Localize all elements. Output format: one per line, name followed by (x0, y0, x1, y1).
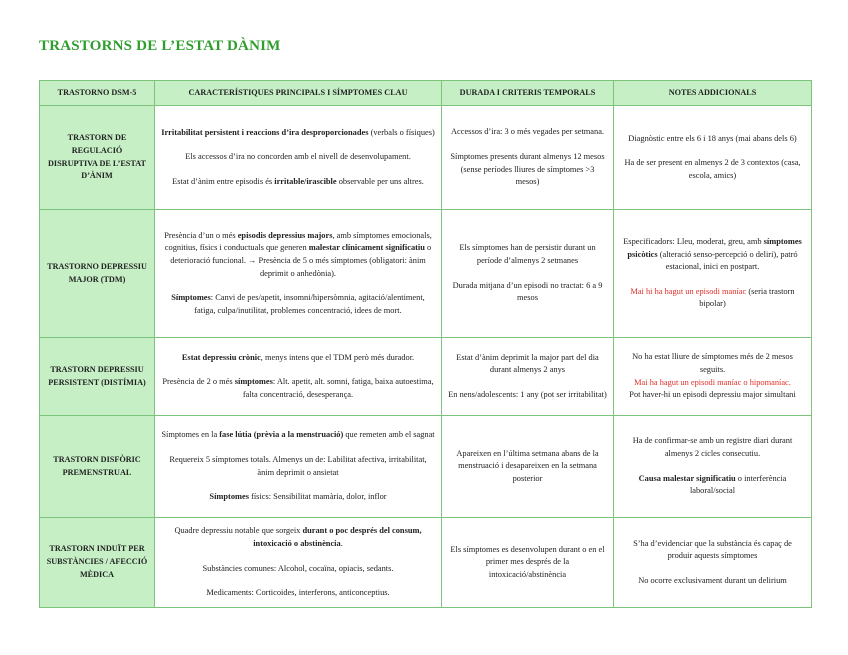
header-disorder: TRASTORNO DSM-5 (40, 81, 155, 106)
disorder-name: TRASTORNO DEPRESSIU MAJOR (TDM) (40, 210, 155, 338)
notes-cell: Ha de confirmar-se amb un registre diari durant almenys 2 cicles consecutiu. Causa malestar significatiu o interferència laboral/social (614, 416, 812, 518)
disorder-name: TRASTORN DEPRESSIU PERSISTENT (DISTÍMIA) (40, 338, 155, 416)
features-cell: Quadre depressiu notable que sorgeix durant o poc després del consum, intoxicació o abstinència. Substàncies comunes: Alcohol, cocaïna, opiacis, sedants. Medicaments: Corticoides, interferons, anticonceptius. (155, 518, 442, 608)
duration-cell: Els símptomes han de persistir durant un període d’almenys 2 setmanes Durada mitjana d’un episodi no tractat: 6 a 9 mesos (442, 210, 614, 338)
features-cell: Presència d’un o més episodis depressius majors, amb símptomes emocionals, cognitius, físics i conductuals que generen malestar clínicament significatiu o deterioració funcional. → Presència de 5 o més símptomes (obligatori: ànim deprimit o anhedònia). Símptomes: Canvi de pes/apetit, insomni/hipersòmnia, agitació/alentiment, fatiga, culpa/inutilitat, problemes concentració, idees de mort. (155, 210, 442, 338)
duration-cell: Accessos d’ira: 3 o més vegades per setmana. Símptomes presents durant almenys 12 mesos (sense períodes lliures de símptomes >3 mesos) (442, 106, 614, 210)
header-duration: DURADA I CRITERIS TEMPORALS (442, 81, 614, 106)
page-title: TRASTORNS DE L’ESTAT DÀNIM (39, 38, 281, 54)
duration-cell: Estat d’ànim deprimit la major part del dia durant almenys 2 anys En nens/adolescents: 1 any (pot ser irritabilitat) (442, 338, 614, 416)
duration-cell: Apareixen en l’última setmana abans de la menstruació i desapareixen en la setmana posterior (442, 416, 614, 518)
duration-cell: Els símptomes es desenvolupen durant o en el primer mes després de la intoxicació/abstinència (442, 518, 614, 608)
notes-cell: S’ha d’evidenciar que la substància és capaç de produir aquests símptomes No ocorre exclusivament durant un delirium (614, 518, 812, 608)
disorder-name: TRASTORN INDUÏT PER SUBSTÀNCIES / AFECCIÓ MÈDICA (40, 518, 155, 608)
table-row (40, 416, 812, 518)
features-cell: Símptomes en la fase lútia (prèvia a la menstruació) que remeten amb el sagnat Requereix 5 símptomes totals. Almenys un de: Labilitat afectiva, irritabilitat, ànim deprimit o ansietat Símptomes físics: Sensibilitat mamària, dolor, inflor (155, 416, 442, 518)
table-header-row (40, 81, 812, 106)
disorders-table (39, 80, 812, 608)
table-row (40, 518, 812, 608)
table-row (40, 106, 812, 210)
table-row (40, 210, 812, 338)
notes-cell: Especificadors: Lleu, moderat, greu, amb símptomes psicòtics (alteració senso-percepció o deliri), patró estacional, inici en postpart. Mai hi ha hagut un episodi maníac (seria trastorn bipolar) (614, 210, 812, 338)
features-cell: Irritabilitat persistent i reaccions d’ira desproporcionades (verbals o físiques) Els accessos d’ira no concorden amb el nivell de desenvolupament. Estat d’ànim entre episodis és irritable/irascible observable per uns altres. (155, 106, 442, 210)
table-row (40, 338, 812, 416)
disorder-name: TRASTORN DE REGULACIÓ DISRUPTIVA DE L’ESTAT D’ÀNIM (40, 106, 155, 210)
header-features: CARACTERÍSTIQUES PRINCIPALS I SÍMPTOMES CLAU (155, 81, 442, 106)
warning-text: Mai ha hagut un episodi maníac o hipomaníac. (634, 377, 791, 387)
notes-cell: No ha estat lliure de símptomes més de 2 mesos seguits. Mai ha hagut un episodi maníac o hipomaníac. Pot haver-hi un episodi depressiu major simultani (614, 338, 812, 416)
features-cell: Estat depressiu crònic, menys intens que el TDM però més durador. Presència de 2 o més símptomes: Alt. apetit, alt. somni, fatiga, baixa autoestima, falta concentració, desesperança. (155, 338, 442, 416)
notes-cell: Diagnòstic entre els 6 i 18 anys (mai abans dels 6) Ha de ser present en almenys 2 de 3 contextos (casa, escola, amics) (614, 106, 812, 210)
disorder-name: TRASTORN DISFÒRIC PREMENSTRUAL (40, 416, 155, 518)
warning-text: Mai hi ha hagut un episodi maníac (630, 286, 747, 296)
header-notes: NOTES ADDICIONALS (614, 81, 812, 106)
